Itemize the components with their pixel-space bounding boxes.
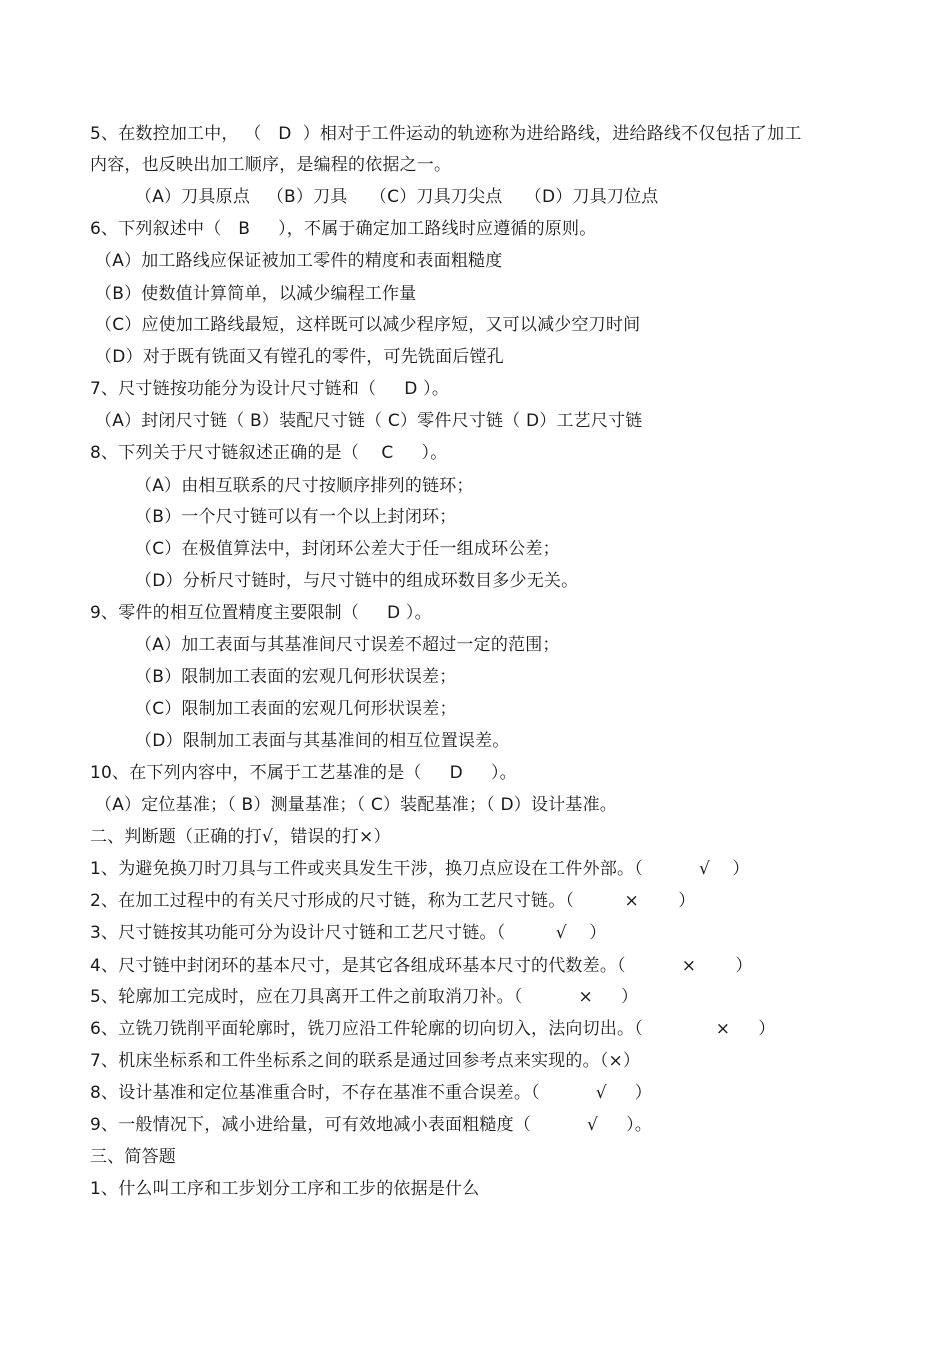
tf-item-1: 1、为避免换刀时刀具与工件或夹具发生干涉，换刀点应设在工件外部。（ √ ）	[90, 859, 750, 879]
question-8-option-c: （C）在极值算法中，封闭环公差大于任一组成环公差；	[135, 539, 560, 559]
question-9-option-a: （A）加工表面与其基准间尺寸误差不超过一定的范围；	[135, 635, 560, 655]
tf-item-5: 5、轮廓加工完成时，应在刀具离开工件之前取消刀补。（ × ）	[90, 987, 639, 1007]
question-9-stem: 9、零件的相互位置精度主要限制（ D ）。	[90, 603, 432, 623]
question-10-options: （A）定位基准；（ B）测量基准；（ C）装配基准；（ D）设计基准。	[95, 795, 617, 815]
question-6-stem: 6、下列叙述中（ B ），不属于确定加工路线时应遵循的原则。	[90, 219, 597, 239]
question-8-option-b: （B）一个尺寸链可以有一个以上封闭环；	[135, 507, 457, 527]
question-8-option-d: （D）分析尺寸链时，与尺寸链中的组成环数目多少无关。	[135, 571, 579, 591]
question-6-option-b: （B）使数值计算简单，以减少编程工作量	[95, 284, 417, 304]
tf-item-3: 3、尺寸链按其功能可分为设计尺寸链和工艺尺寸链。（ √ ）	[90, 923, 607, 943]
question-9-option-b: （B）限制加工表面的宏观几何形状误差；	[135, 667, 457, 687]
tf-item-6: 6、立铣刀铣削平面轮廓时，铣刀应沿工件轮廓的切向切入，法向切出。（ × ）	[90, 1019, 776, 1039]
short-answer-item-1: 1、什么叫工序和工步划分工序和工步的依据是什么	[90, 1179, 480, 1199]
question-5-stem-cont: 内容，也反映出加工顺序，是编程的依据之一。	[90, 155, 452, 175]
tf-item-2: 2、在加工过程中的有关尺寸形成的尺寸链，称为工艺尺寸链。（ × ）	[90, 891, 696, 911]
question-7-options: （A）封闭尺寸链（ B）装配尺寸链（ C）零件尺寸链（ D）工艺尺寸链	[95, 411, 643, 431]
question-6-option-a: （A）加工路线应保证被加工零件的精度和表面粗糙度	[95, 251, 503, 271]
tf-item-4: 4、尺寸链中封闭环的基本尺寸，是其它各组成环基本尺寸的代数差。（ × ）	[90, 956, 753, 976]
question-5-options: （A）刀具原点 （B）刀具 （C）刀具刀尖点 （D）刀具刀位点	[135, 187, 659, 207]
question-7-stem: 7、尺寸链按功能分为设计尺寸链和（ D ）。	[90, 379, 450, 399]
question-8-option-a: （A）由相互联系的尺寸按顺序排列的链环；	[135, 476, 474, 496]
section-heading-short-answer: 三、简答题	[90, 1147, 176, 1167]
question-10-stem: 10、在下列内容中，不属于工艺基准的是（ D ）。	[90, 763, 517, 783]
question-8-stem: 8、下列关于尺寸链叙述正确的是（ C ）。	[90, 443, 448, 463]
tf-item-7: 7、机床坐标系和工件坐标系之间的联系是通过回参考点来实现的。（×）	[90, 1051, 641, 1071]
tf-item-9: 9、一般情况下，减小进给量，可有效地减小表面粗糙度（ √ ）。	[90, 1115, 653, 1135]
question-5-stem: 5、在数控加工中， （ D ）相对于工件运动的轨迹称为进给路线，进给路线不仅包括了加工	[90, 124, 802, 144]
question-6-option-d: （D）对于既有铣面又有镗孔的零件，可先铣面后镗孔	[95, 347, 504, 367]
question-6-option-c: （C）应使加工路线最短，这样既可以减少程序短，又可以减少空刀时间	[95, 315, 641, 335]
question-9-option-c: （C）限制加工表面的宏观几何形状误差；	[135, 699, 457, 719]
section-heading-true-false: 二、判断题（正确的打√，错误的打×）	[90, 827, 391, 847]
tf-item-8: 8、设计基准和定位基准重合时，不存在基准不重合误差。（ √ ）	[90, 1083, 653, 1103]
question-9-option-d: （D）限制加工表面与其基准间的相互位置误差。	[135, 731, 510, 751]
